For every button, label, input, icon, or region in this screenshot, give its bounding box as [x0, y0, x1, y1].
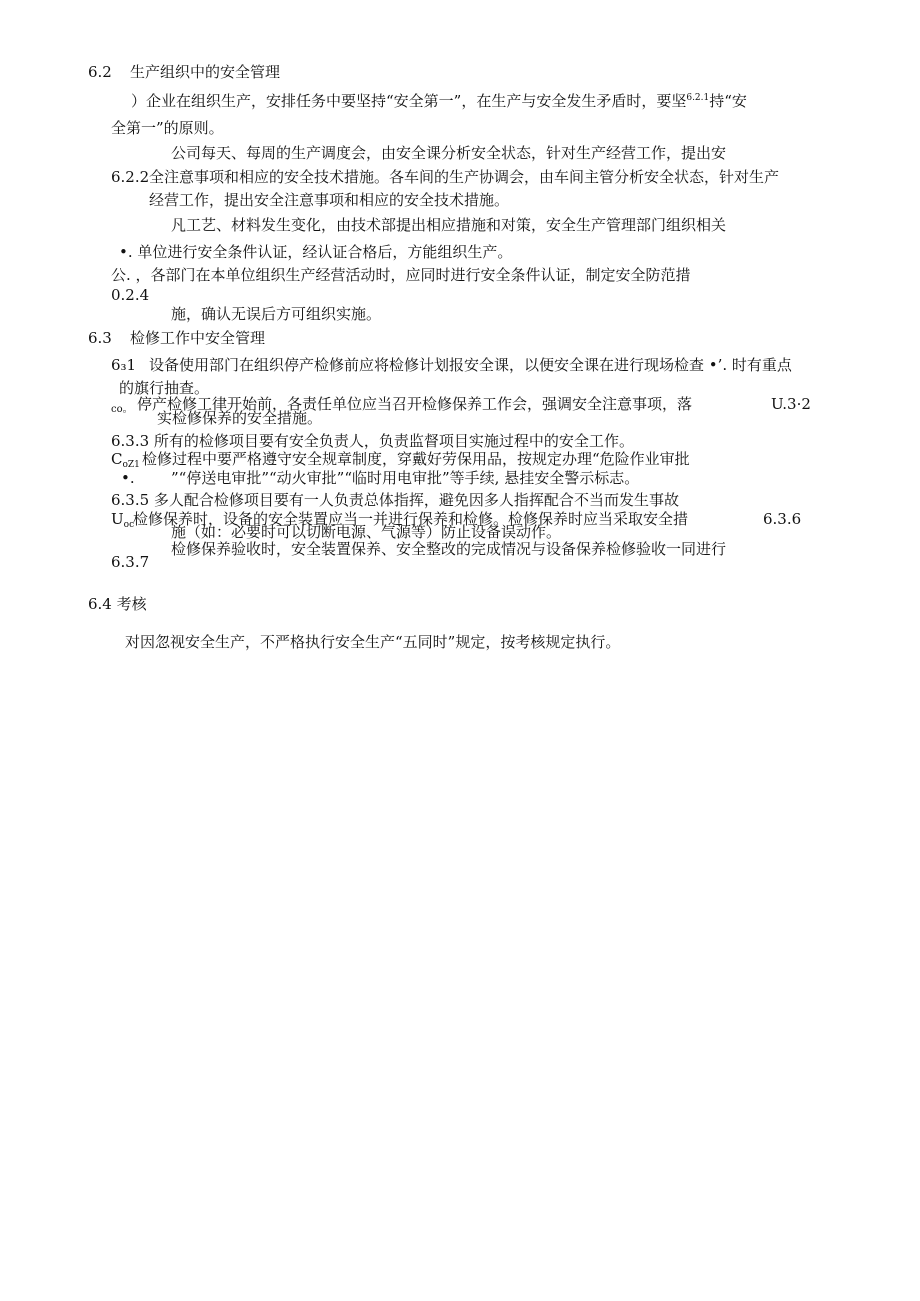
section-6-3-number: 6.3 [88, 329, 112, 347]
para-6-3-6-prefix-letter: U [111, 510, 124, 528]
para-6-3-6-line1: 检修保养时，设备的安全装置应当一并进行保养和检修。检修保养时应当采取安全措 [133, 510, 689, 528]
para-6-3-2-line1: 停产检修工律开始前，各责任单位应当召开检修保养工作会，强调安全注意事项，落 [137, 395, 693, 413]
para-6-2-1-lead: ）企业在组织生产，安排任务中要坚持“安全第一”，在生产与安全发生矛盾时，要坚 [131, 92, 687, 110]
para-6-3-3-line1: 6.3.3 所有的检修项目要有安全负责人，负责监督项目实施过程中的安全工作。 [111, 432, 634, 450]
para-6-3-7-number: 6.3.7 [111, 553, 150, 571]
para-6-2-2-number: 6.2.2 [111, 168, 150, 186]
para-6-2-2-line3: 经营工作，提出安全注意事项和相应的安全技术措施。 [149, 191, 510, 209]
para-6-3-5-line1: 6.3.5 多人配合检修项目要有一人负责总体指挥，避免因多人指挥配合不当而发生事故 [111, 491, 679, 509]
para-6-3-6-prefix [111, 510, 135, 530]
para-6-2-2-line2: 全注意事项和相应的安全技术措施。各车间的生产协调会，由车间主管分析安全状态，针对生产 [149, 168, 780, 186]
para-6-2-1-line1 [131, 94, 747, 109]
para-6-3-4-prefix-sub: oZ1 [122, 460, 140, 470]
para-6-3-1-number: 6₃1 [111, 356, 137, 374]
para-6-3-6-line2: 施（如：必要时可以切断电源、气源等）防止设备误动作。 [171, 523, 562, 541]
para-6-3-6-number: 6.3.6 [763, 510, 802, 528]
para-6-2-4-line2: 施，确认无误后方可组织实施。 [171, 305, 382, 323]
para-6-3-7-line1: 检修保养验收时，安全装置保养、安全整改的完成情况与设备保养检修验收一同进行 [171, 540, 727, 558]
para-6-2-1-number: 6.2.1 [686, 93, 710, 103]
para-6-3-4-prefix [111, 450, 140, 470]
para-6-3-2-prefix: co。 [111, 404, 133, 415]
section-6-4-body: 对因忽视安全生产，不严格执行安全生产“五同时”规定，按考核规定执行。 [125, 633, 621, 651]
para-6-3-4-line1: 检修过程中要严格遵守安全规章制度，穿戴好劳保用品，按规定办理“危险作业审批 [142, 450, 690, 468]
para-6-2-3-line1: 凡工艺、材料发生变化，由技术部提出相应措施和对策，安全生产管理部门组织相关 [171, 216, 727, 234]
para-6-3-6-prefix-sub: oc [123, 520, 135, 530]
para-6-2-2-line1: 公司每天、每周的生产调度会，由安全课分析安全状态，针对生产经营工作，提出安 [171, 144, 727, 162]
para-6-2-3-line2: •. 单位进行安全条件认证，经认证合格后，方能组织生产。 [119, 243, 513, 261]
para-6-3-2-number: U.3·2 [771, 395, 811, 413]
para-6-2-4-number: 0.2.4 [111, 286, 150, 304]
section-6-3-heading: 检修工作中安全管理 [130, 329, 266, 347]
para-6-3-4-line2-prefix: •. [121, 469, 135, 487]
section-6-2-number: 6.2 [88, 63, 112, 81]
para-6-3-1-line2: 的旗行抽查。 [119, 379, 210, 397]
section-6-2-heading: 生产组织中的安全管理 [130, 63, 281, 81]
para-6-3-2-line2: 实检修保养的安全措施。 [157, 409, 323, 427]
para-6-3-4-prefix-letter: C [111, 450, 123, 468]
para-6-3-1-line1: 设备使用部门在组织停产检修前应将检修计划报安全课，以便安全课在进行现场检查 •’. 时有重点 [149, 356, 792, 374]
section-6-4-heading: 6.4 考核 [88, 595, 147, 613]
para-6-2-1-line2: 全第一”的原则。 [111, 119, 224, 137]
para-6-2-4-line1: 公. ，各部门在本单位组织生产经营活动时，应同时进行安全条件认证，制定安全防范措 [111, 266, 691, 284]
para-6-3-4-line2: ”“停送电审批”“动火审批”“临时用电审批”等手续, 悬挂安全警示标志。 [171, 469, 640, 487]
para-6-2-1-tail: 持“安 [709, 92, 747, 110]
